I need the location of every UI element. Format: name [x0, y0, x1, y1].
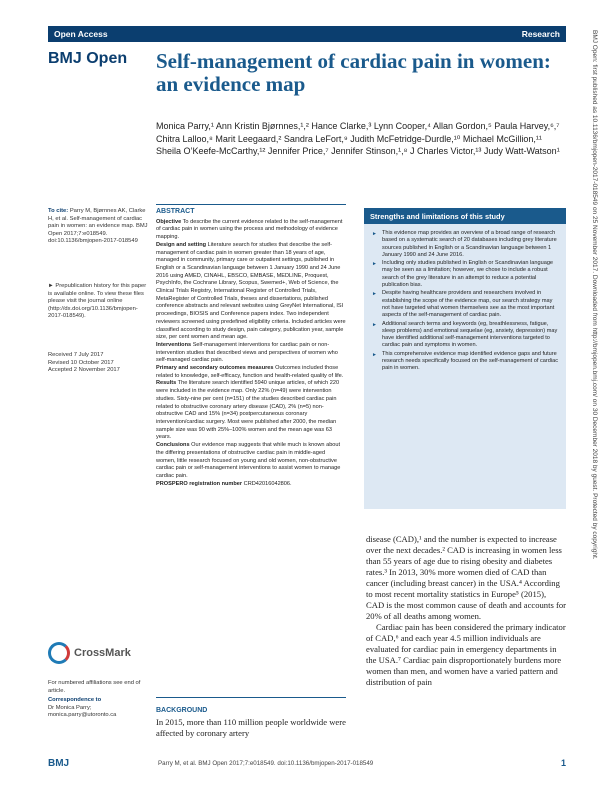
strengths-limitations-box [364, 208, 566, 509]
footer-citation: Parry M, et al. BMJ Open 2017;7:e018549. doi:10.1136/bmjopen-2017-018549 [158, 760, 374, 767]
design-text: Literature search for studies that describe the self-management of cardiac pain in women greater than 18 years of age, managed in community, primary care or outpatient settings, published in English or a Scandinavian language between 1 January 1990 and 24 June 2016 using AMED, CINAHL, EBSCO, EMBASE, MEDLINE, Proquest, PsychInfo, the Cochrane Library, Scopus, Swemed+, Web of Science, the Clinical Trials Registry, International Register of Controlled Trials, MetaRegister of Controlled Trials, theses and dissertations, published conference abstracts and relevant websites using GreyNet International, ISI proceedings, BIOSIS and Conference papers index. Two independent reviewers screened using predefined eligibility criteria. Included articles were classified according to study design, pain category, publication year, sample size, per cent women and mean age. [156, 241, 346, 341]
bullet-icon: ► [372, 261, 377, 268]
prepub-note[interactable]: ► Prepublication history for this paper is available online. To view these files please visit the journal online (http://dx.doi.org/10.1136/bmjopen-2017-018549). [48, 283, 147, 320]
crossmark-label: CrossMark [74, 647, 131, 659]
bullet-icon: ► [372, 351, 377, 358]
objective-label: Objective [156, 218, 182, 225]
design-label: Design and setting [156, 241, 207, 248]
correspondence-label: Correspondence to [48, 697, 102, 703]
revised-date: Revised 10 October 2017 [48, 359, 114, 366]
results-label: Results [156, 380, 177, 387]
cite-text: Parry M, Bjørnnes AK, Clarke H, et al. Self-management of cardiac pain in women: an evidence map. BMJ Open 2017;7:e018549. doi:10.1136/bmjopen-2017-018549 [48, 208, 148, 245]
bmj-logo: BMJ [48, 758, 70, 769]
journal-logo: BMJ Open [48, 50, 128, 67]
background-text: In 2015, more than 110 million people worldwide were affected by coronary artery [156, 717, 346, 738]
correspondence-email[interactable]: monica.parry@utoronto.ca [48, 712, 117, 719]
cite-label: To cite: [48, 208, 69, 214]
vertical-download-note: BMJ Open: first published as 10.1136/bmjopen-2017-018549 on 25 November 2017. Downloaded from http://bmjopen.bmj.com/ on 30 December 2018 by guest. Protected by copyright. [591, 30, 598, 560]
page-number: 1 [560, 758, 566, 768]
outcomes-text: Outcomes included those related to knowledge, self-efficacy, function and health-related quality of life. [156, 365, 344, 379]
received-date: Received 7 July 2017 [48, 352, 104, 358]
list-item: ► This evidence map provides an overview of a broad range of research based on a systematic search of 20 databases including grey literature sources published in English or a Scandinavian language between 1 January 1990 and 24 June 2016. [372, 230, 557, 258]
list-item: ► Additional search terms and keywords (eg, breathlessness, fatigue, sleep problems) and emotional sequelae (eg, anxiety, depression) may have identified additional self-management interventions targeted to cardiac pain and symptoms in women. [372, 320, 558, 349]
abstract-rule-bottom [156, 697, 346, 698]
list-item: ► Despite having healthcare providers and researchers involved in establishing the scope of the evidence map, our search strategy may not have targeted what women themselves see as the most important aspects of the self-management of cardiac pain. [372, 290, 555, 319]
affiliations-note: For numbered affiliations see end of article. [48, 680, 141, 694]
results-text: The literature search identified 5940 unique articles, of which 220 were included in the evidence map. Only 22% (n=49) were intervention studies. Sixty-nine per cent (n=151) of the studies described cardiac pain related to obstructive coronary artery disease (CAD), 2% (n=5) non-obstructive CAD and 15% (n=34) postpercutaneous coronary intervention/cardiac surgery. Most were published after 2000, the median sample size was 90 with 25%–100% women and the mean age was 63 years. [156, 380, 340, 441]
list-item: ► This comprehensive evidence map identified evidence gaps and future research needs specifically focused on the self-management of cardiac pain in women. [372, 350, 558, 372]
prospero-number: CRD42016042806. [243, 480, 292, 487]
correspondence-block [48, 697, 148, 720]
body-column-right [366, 534, 566, 688]
interventions-text: Self-management interventions for cardiac pain or non-intervention studies that described views and perspectives of women who self-managed cardiac pain. [156, 341, 338, 364]
section-label: Research [521, 29, 560, 39]
background-heading: BACKGROUND [156, 707, 208, 714]
conclusions-label: Conclusions [156, 442, 190, 449]
citation-block [48, 208, 148, 246]
author-list: Monica Parry,¹ Ann Kristin Bjørnnes,¹,² Hance Clarke,³ Lynn Cooper,⁴ Allan Gordon,⁵ Paula Harvey,⁶,⁷ Chitra Lalloo,⁸ Marit Leegaard,² Sandra LeFort,⁹ Judith McFetridge-Durdle,¹⁰ Michael McGillion,¹¹ Sheila O’Keefe-McCarthy,¹² Jennifer Price,⁷ Jennifer Stinson,¹,⁸ J Charles Victor,¹³ Judy Watt-Watson¹ [156, 121, 560, 156]
accepted-date: Accepted 2 November 2017 [48, 367, 120, 374]
bullet-icon: ► [372, 321, 377, 328]
crossmark-icon [48, 642, 70, 664]
outcomes-label: Primary and secondary outcomes measures [156, 365, 274, 372]
interventions-label: Interventions [156, 341, 192, 348]
prospero-label: PROSPERO registration number [156, 480, 243, 487]
paragraph: disease (CAD),¹ and the number is expected to increase over the next decades.² CAD is increasing in women less than 55 years of age due to rising obesity and diabetes rates.³ In 2013, 30% more women died of CAD than cancer (including breast cancer) in the USA.⁴ According to most recent mortality statistics in Europe⁵ (2015), CAD is the most common cause of death and accounts for 20% of all deaths among women. [366, 534, 566, 621]
abstract [156, 208, 346, 488]
list-item: ► Including only studies published in English or Scandinavian language may be seen as a limitation; however, we chose to include a robust search of the grey literature in an attempt to reduce a potential publication bias. [372, 260, 554, 289]
abstract-heading: ABSTRACT [156, 208, 195, 215]
top-banner [48, 26, 566, 42]
bullet-icon: ► [372, 231, 377, 237]
open-access-label: Open Access [54, 29, 108, 39]
box-heading: Strengths and limitations of this study [364, 208, 566, 224]
dates-block [48, 352, 148, 375]
article-title: Self-management of cardiac pain in women: an evidence map [156, 49, 551, 96]
box-list [364, 224, 566, 373]
crossmark-badge[interactable] [48, 642, 140, 664]
conclusions-text: Our evidence map suggests that while much is known about the differing presentations of obstructive cardiac pain in middle-aged women, little research focused on young and old women, non-obstructive cardiac pain or self-management interventions to assist women to manage cardiac pain. [156, 442, 341, 479]
bullet-icon: ► [372, 291, 377, 298]
correspondence-name: Dr Monica Parry; [48, 704, 92, 711]
abstract-rule-top [156, 204, 346, 205]
objective-text: To describe the current evidence related to the self-management of cardiac pain in women using the process and methodology of evidence mapping. [156, 218, 343, 241]
paragraph: Cardiac pain has been considered the primary indicator of CAD,⁶ and each year 4.5 million individuals are evaluated for cardiac pain in emergency departments in the USA.⁷ Cardiac pain disproportionately burdens more women than men, and women have a varied pattern and distribution of pain [366, 622, 566, 687]
